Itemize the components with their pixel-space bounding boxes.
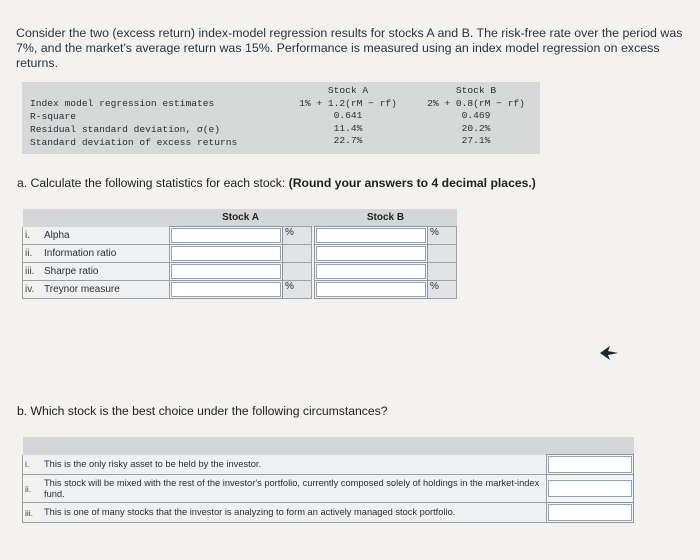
stock-b-sd-excess: 27.1% [461,135,491,146]
treynor-stock-a-input[interactable] [171,282,281,297]
treynor-stock-b-input[interactable] [316,282,426,297]
problem-statement: Consider the two (excess return) index-model regression results for stocks A and B. The risk-free rate over the period was 7%, and the market's average return was 15%. Performance is measured using an index model regression on excess returns. [16,26,683,70]
alpha-stock-b-unit: % [428,227,457,245]
part-b-question: b. Which stock is the best choice under the following circumstances? [17,404,388,418]
regression-results-box [22,82,540,154]
stock-b-residual-sd: 20.2% [461,122,491,134]
treynor-stock-a-unit: % [283,281,312,299]
stock-b-name: Stock B [455,85,497,96]
alpha-stock-a-input[interactable] [171,228,281,243]
stock-a-column [284,85,412,148]
label-sd-excess: Standard deviation of excess returns [30,137,238,148]
header-stock-b: Stock B [315,209,457,227]
stock-b-r-square: 0.469 [461,110,491,121]
stock-a-r-square: 0.641 [333,110,363,121]
best-choice-3-input[interactable] [548,504,632,521]
row-label-treynor-measure: Treynor measure [41,281,170,299]
row-label-sharpe-ratio: Sharpe ratio [41,263,170,281]
label-estimates: Index model regression estimates [30,98,215,109]
row-number: i. [23,227,42,245]
best-choice-row-1 [23,455,634,475]
part-a-rounding-note: (Round your answers to 4 decimal places.) [288,176,536,190]
sharpe-ratio-stock-b-input[interactable] [316,264,426,279]
stock-a-estimate: 1% + 1.2(rM − rf) [299,97,397,109]
part-a-prefix: a. Calculate the following statistics for each stock: [17,176,289,190]
sharpe-ratio-stock-a-input[interactable] [171,264,281,279]
row-alpha [23,227,457,245]
row-sharpe-ratio [23,263,457,281]
row-number: iii. [23,263,42,281]
row-number: iii. [23,503,42,523]
information-ratio-stock-b-input[interactable] [316,246,426,261]
regression-labels [30,97,237,149]
alpha-stock-b-input[interactable] [316,228,426,243]
stock-b-estimate: 2% + 0.8(rM − rf) [427,97,525,109]
alpha-stock-a-unit: % [283,227,312,245]
circumstance-text: This is the only risky asset to be held by the investor. [41,455,547,475]
information-ratio-stock-a-input[interactable] [171,246,281,261]
row-number: ii. [23,475,42,503]
best-choice-header-row [23,437,634,455]
row-number: ii. [23,245,42,263]
best-choice-row-3 [23,503,634,523]
stock-a-residual-sd: 11.4% [333,122,363,134]
stock-a-sd-excess: 22.7% [333,135,363,146]
best-choice-1-input[interactable] [548,456,632,473]
row-number: i. [23,455,42,475]
treynor-stock-b-unit: % [428,281,457,299]
row-number: iv. [23,281,42,299]
stock-a-name: Stock A [327,85,369,96]
row-information-ratio [23,245,457,263]
circumstance-text: This is one of many stocks that the investor is analyzing to form an actively managed stock portfolio. [41,503,547,523]
circumstance-text: This stock will be mixed with the rest of the investor's portfolio, currently composed solely of holdings in the market-index fund. [41,475,547,503]
best-choice-row-2 [23,475,634,503]
mouse-cursor-icon [598,344,620,362]
row-label-information-ratio: Information ratio [41,245,170,263]
row-label-alpha: Alpha [41,227,170,245]
statistics-table [22,209,457,299]
header-stock-a: Stock A [170,209,312,227]
part-a-question [17,176,536,190]
best-choice-table [22,437,634,523]
label-r-square: R-square [30,111,77,122]
stock-b-column [417,85,535,148]
best-choice-2-input[interactable] [548,480,632,497]
label-residual-sd: Residual standard deviation, σ(e) [30,124,220,135]
statistics-header-row [23,209,457,227]
row-treynor-measure [23,281,457,299]
